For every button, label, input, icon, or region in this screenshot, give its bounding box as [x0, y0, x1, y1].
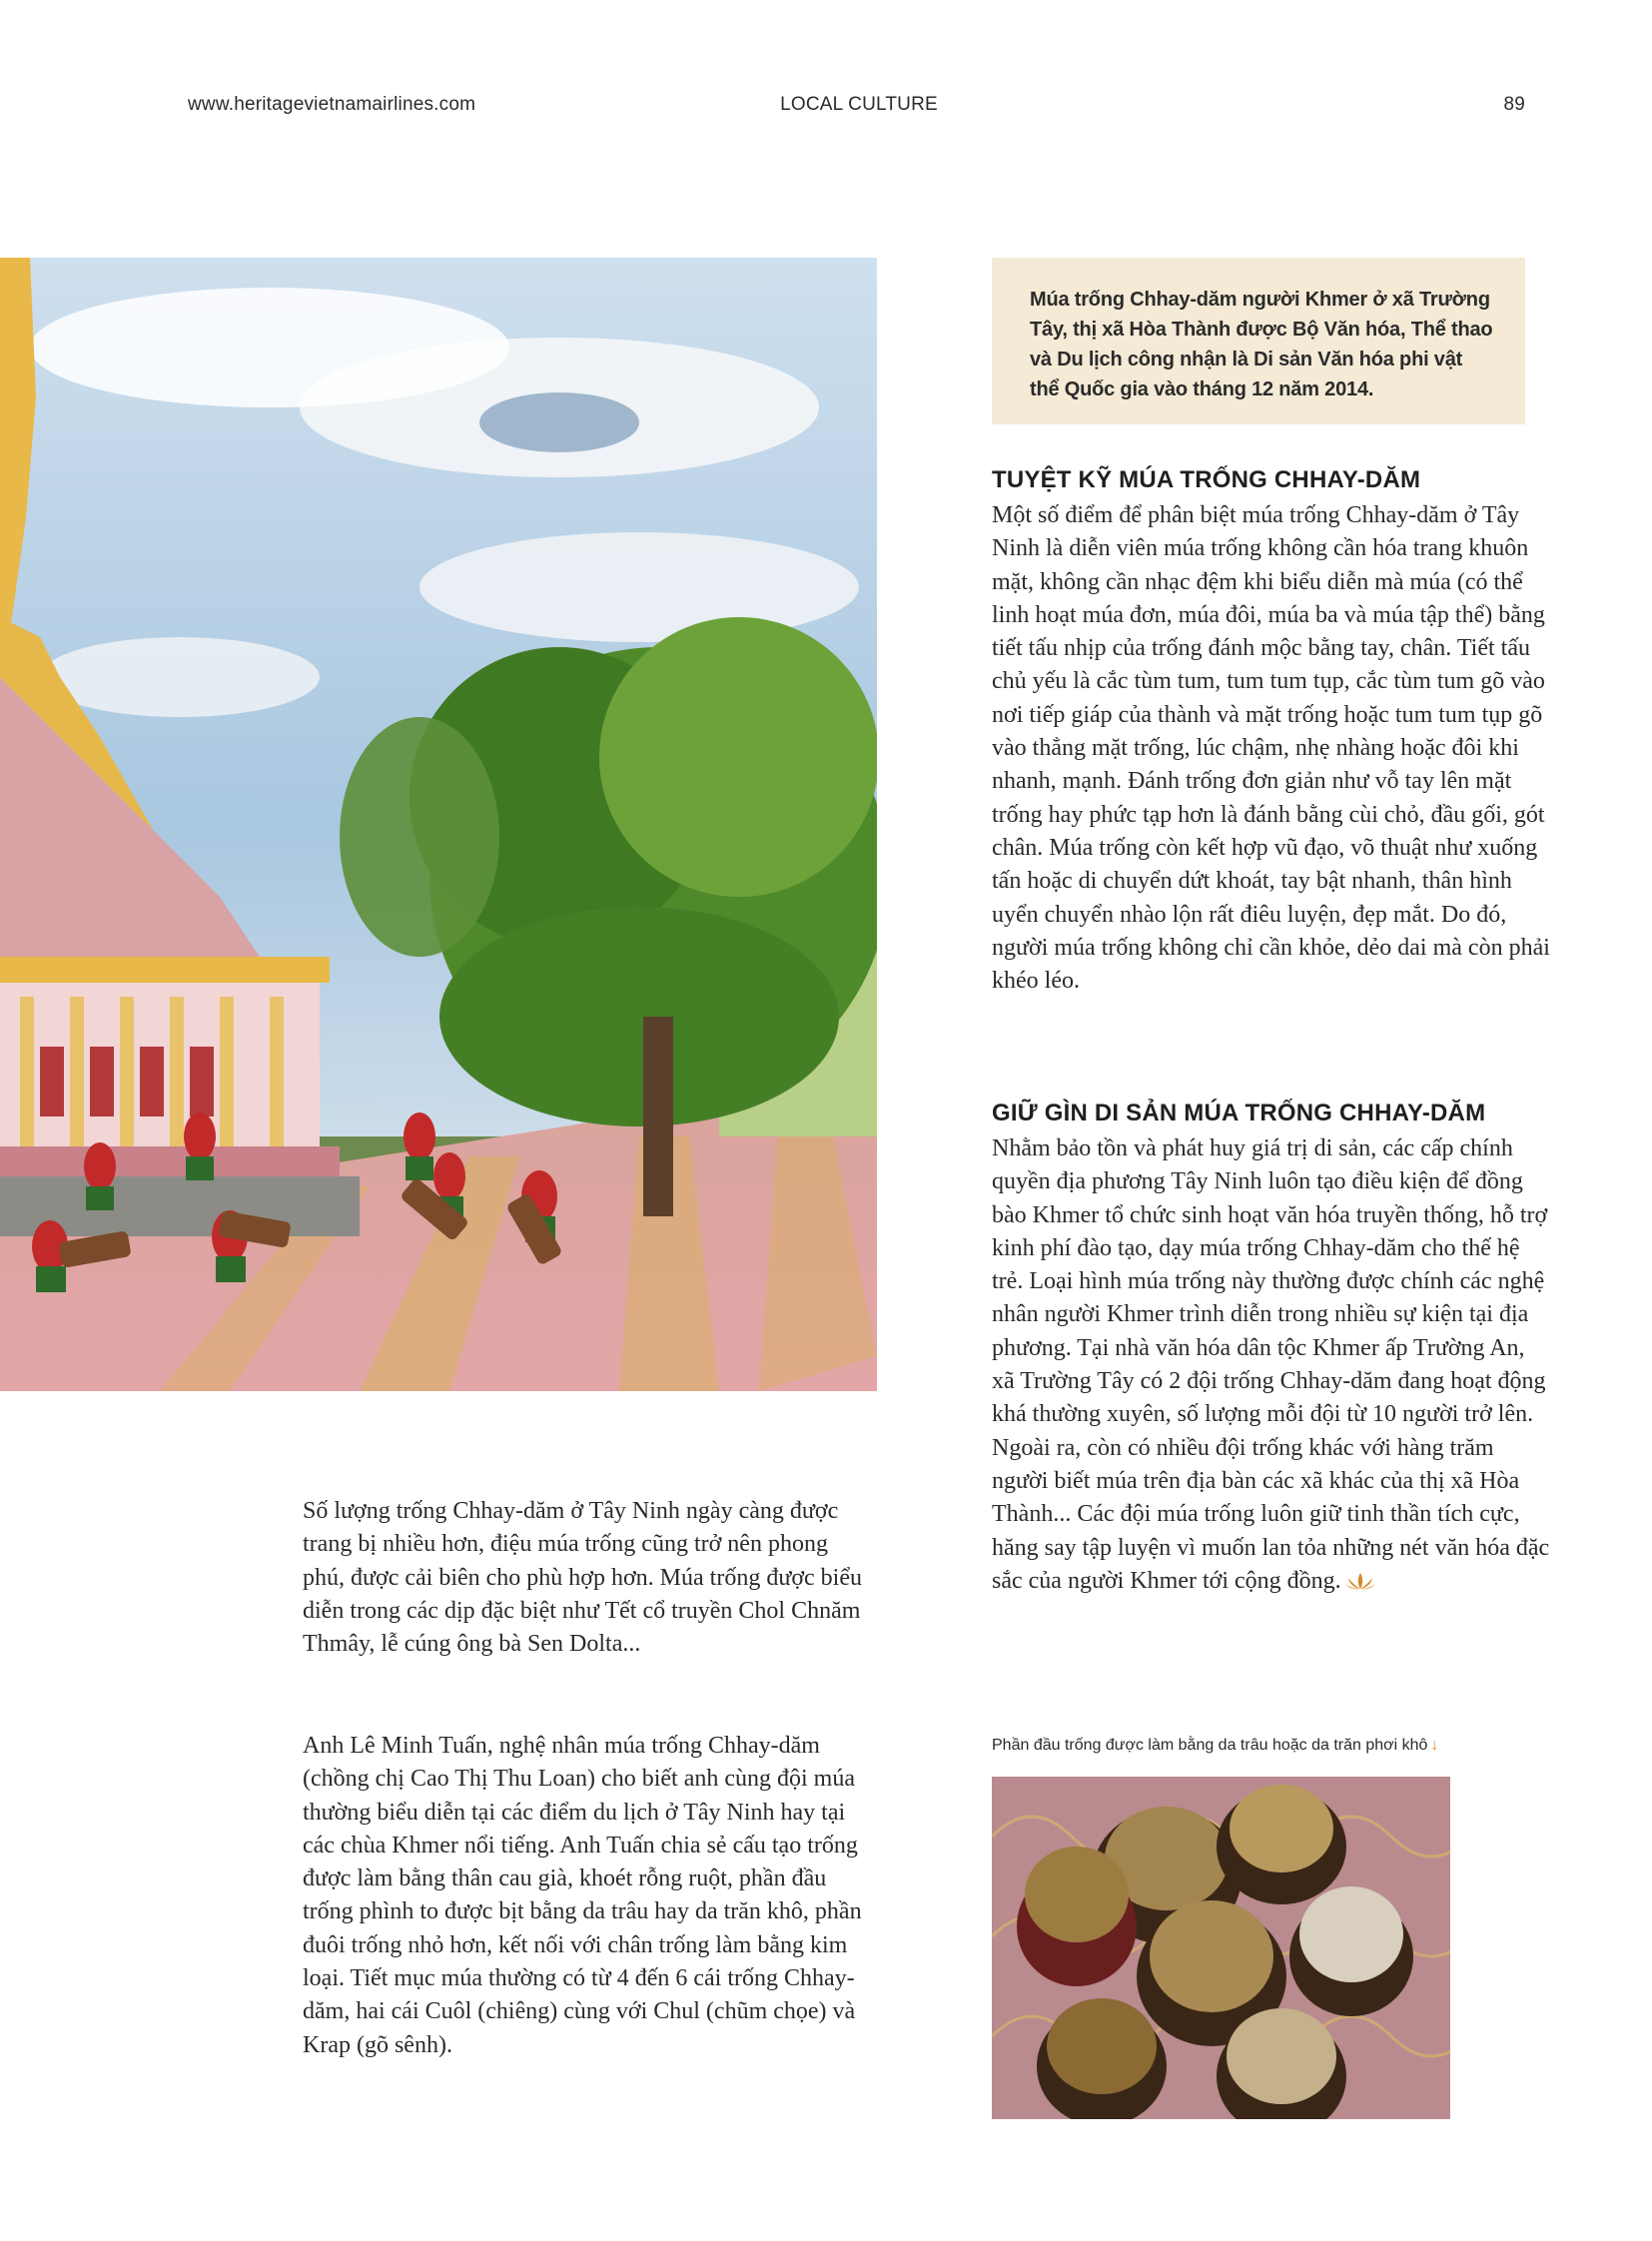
temple-drum-dance-photo	[0, 258, 877, 1391]
heritage-callout-box: Múa trống Chhay-dăm người Khmer ở xã Trường Tây, thị xã Hòa Thành được Bộ Văn hóa, Thể thao và Du lịch công nhận là Di sản Văn hóa phi vật thể Quốc gia vào tháng 12 năm 2014.	[992, 258, 1525, 424]
website-url: www.heritagevietnamairlines.com	[188, 94, 476, 115]
section-body-preservation	[992, 1132, 1551, 1598]
section-label: LOCAL CULTURE	[780, 94, 938, 115]
section-heading-preservation: GIỮ GÌN DI SẢN MÚA TRỐNG CHHAY-DĂM	[992, 1100, 1486, 1126]
arrow-down-icon: ↓	[1430, 1737, 1439, 1754]
left-paragraph-1: Số lượng trống Chhay-dăm ở Tây Ninh ngày càng được trang bị nhiều hơn, điệu múa trống cũng trở nên phong phú, được cải biên cho phù hợp hơn. Múa trống được biểu diễn trong các dịp đặc biệt như Tết cổ truyền Chol Chnăm Thmây, lễ cúng ông bà Sen Dolta...	[303, 1498, 863, 1658]
drum-heads-photo	[992, 1777, 1450, 2119]
drum-photo-caption	[992, 1737, 1438, 1755]
lotus-icon	[1345, 1572, 1375, 1590]
caption-text: Phần đầu trống được làm bằng da trâu hoặc da trăn phơi khô	[992, 1737, 1428, 1754]
section-body-technique: Một số điểm để phân biệt múa trống Chhay-dăm ở Tây Ninh là diễn viên múa trống không cần hóa trang khuôn mặt, không cần nhạc đệm khi biểu diễn mà múa (có thể linh hoạt múa đơn, múa đôi, múa ba và múa tập thể) bằng tiết tấu nhịp của trống đánh mộc bằng tay, chân. Tiết tấu chủ yếu là cắc tùm tum, tum tum tụp, cắc tùm tum gõ vào nơi tiếp giáp của thành và mặt trống hoặc tum tum tụp gõ vào thẳng mặt trống, lúc chậm, nhẹ nhàng hoặc đôi khi nhanh, mạnh. Đánh trống đơn giản như vỗ tay lên mặt trống hay phức tạp hơn là đánh bằng cùi chỏ, đầu gối, gót chân. Múa trống còn kết hợp vũ đạo, võ thuật như xuống tấn hoặc di chuyển dứt khoát, tay bật nhanh, thân hình uyển chuyển nhào lộn rất điêu luyện, đẹp mắt. Do đó, người múa trống không chỉ cần khỏe, dẻo dai mà còn phải khéo léo.	[992, 502, 1550, 995]
section-body-preservation-text: Nhằm bảo tồn và phát huy giá trị di sản, các cấp chính quyền địa phương Tây Ninh luôn tạo điều kiện để đồng bào Khmer tổ chức sinh hoạt văn hóa truyền thống, hỗ trợ kinh phí đào tạo, dạy múa trống Chhay-dăm cho thế hệ trẻ. Loại hình múa trống này thường được chính các nghệ nhân người Khmer trình diễn trong nhiều sự kiện tại địa phương. Tại nhà văn hóa dân tộc Khmer ấp Trường An, xã Trường Tây có 2 đội trống Chhay-dăm đang hoạt động khá thường xuyên, số lượng mỗi đội từ 10 người trở lên. Ngoài ra, còn có nhiều đội trống khác với hàng trăm người biết múa trên địa bàn các xã khác của thị xã Hòa Thành... Các đội múa trống luôn giữ tinh thần tích cực, hăng say tập luyện vì muốn lan tỏa những nét văn hóa đặc sắc của người Khmer tới cộng đồng.	[992, 1135, 1550, 1594]
page-number: 89	[1503, 94, 1525, 115]
section-heading-technique: TUYỆT KỸ MÚA TRỐNG CHHAY-DĂM	[992, 466, 1421, 493]
left-paragraph-2: Anh Lê Minh Tuấn, nghệ nhân múa trống Chhay-dăm (chồng chị Cao Thị Thu Loan) cho biết anh cùng đội múa thường biểu diễn tại các điểm du lịch ở Tây Ninh hay tại các chùa Khmer nổi tiếng. Anh Tuấn chia sẻ cấu tạo trống được làm bằng thân cau già, khoét rỗng ruột, phần đầu trống phình to được bịt bằng da trâu hay da trăn khô, phần đuôi trống nhỏ hơn, kết nối với chân trống làm bằng kim loại. Tiết mục múa thường có từ 4 đến 6 cái trống Chhay-dăm, hai cái Cuôl (chiêng) cùng với Chul (chũm chọe) và Krap (gõ sênh).	[303, 1733, 862, 2058]
